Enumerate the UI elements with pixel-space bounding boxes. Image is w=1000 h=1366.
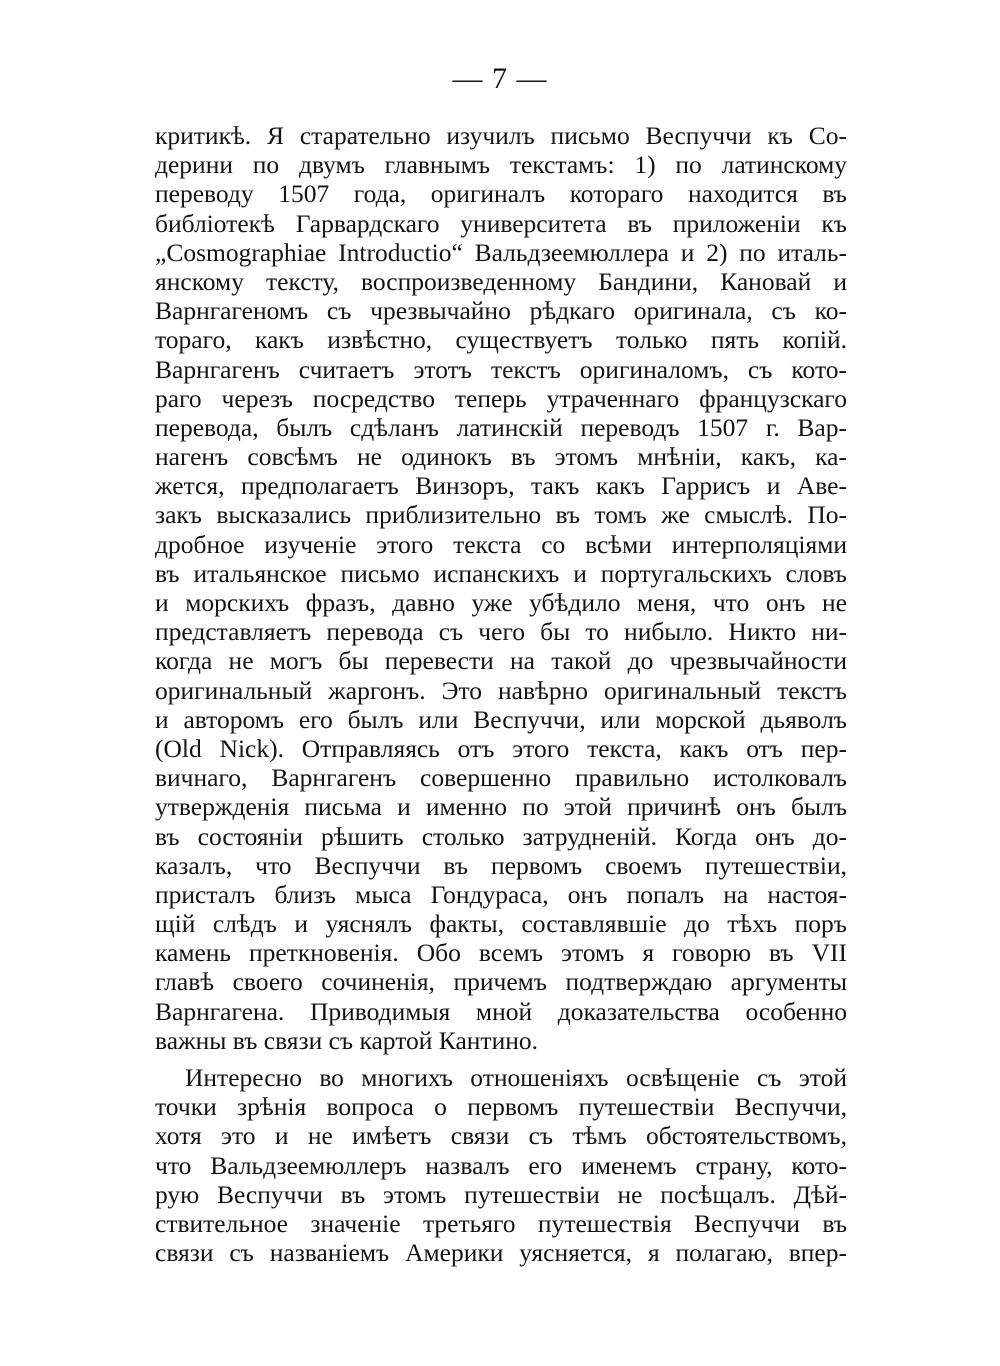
- text-line: закъ высказались приблизительно въ томъ же смыслѣ. По-: [155, 500, 847, 530]
- text-line: въ состояніи рѣшить столько затрудненій. Когда онъ до-: [155, 821, 847, 851]
- text-line: жется, предполагаетъ Винзоръ, такъ какъ Гаррисъ и Аве-: [155, 471, 847, 501]
- text-line: (Old Nick). Отправляясь отъ этого текста, какъ отъ пер-: [155, 733, 847, 763]
- text-line: точки зрѣнія вопроса о первомъ путешествіи Веспуччи,: [155, 1092, 847, 1122]
- text-line: и авторомъ его былъ или Веспуччи, или морской дьяволъ: [155, 704, 847, 734]
- text-line: и морскихъ фразъ, давно уже убѣдило меня, что онъ не: [155, 588, 847, 617]
- text-line: что Вальдзеемюллеръ назвалъ его именемъ страну, кото-: [155, 1150, 847, 1180]
- text-line: Варнгагенъ считаетъ этотъ текстъ оригиналомъ, съ кото-: [155, 354, 847, 384]
- text-line: когда не могъ бы перевести на такой до чрезвычайности: [155, 646, 847, 676]
- text-line: вичнаго, Варнгагенъ совершенно правильно истолковалъ: [155, 763, 847, 793]
- text-line: янскому тексту, воспроизведенному Бандини, Кановай и: [155, 266, 847, 296]
- text-line: рую Веспуччи въ этомъ путешествіи не посѣщалъ. Дѣй-: [155, 1179, 847, 1209]
- text-line: перевода, былъ сдѣланъ латинскій переводъ 1507 г. Вар-: [155, 412, 847, 442]
- paragraph-gap: [155, 1055, 847, 1063]
- text-line: тораго, какъ извѣстно, существуетъ только пять копій.: [155, 325, 847, 355]
- text-line: дерини по двумъ главнымъ текстамъ: 1) по латинскому: [155, 150, 847, 180]
- text-line: нагенъ совсѣмъ не одинокъ въ этомъ мнѣніи, какъ, ка-: [155, 442, 847, 472]
- page-number: — 7 —: [452, 62, 548, 95]
- text-line: Варнгагена. Приводимыя мной доказательства особенно: [155, 996, 847, 1026]
- text-line: присталъ близъ мыса Гондураса, онъ попалъ на настоя-: [155, 879, 847, 909]
- text-line: переводу 1507 года, оригиналъ котораго находится въ: [155, 179, 847, 209]
- text-line: щій слѣдъ и уяснялъ факты, составлявшіе до тѣхъ поръ: [155, 909, 847, 939]
- text-line: утвержденія письма и именно по этой причинѣ онъ былъ: [155, 792, 847, 822]
- text-line: „Cosmographiae Introductio“ Вальдзеемюллера и 2) по италь-: [155, 237, 847, 267]
- text-line: въ итальянское письмо испанскихъ и португальскихъ словъ: [155, 558, 847, 588]
- text-line: казалъ, что Веспуччи въ первомъ своемъ путешествіи,: [155, 850, 847, 880]
- text-line: Интересно во многихъ отношеніяхъ освѣщеніе съ этой: [185, 1063, 847, 1092]
- text-line: критикѣ. Я старательно изучилъ письмо Веспуччи къ Со-: [155, 121, 847, 150]
- text-line: связи съ названіемъ Америки уясняется, я полагаю, впер-: [155, 1238, 847, 1268]
- paragraph-2: [155, 1063, 847, 1267]
- text-line: ствительное значеніе третьяго путешествія Веспуччи въ: [155, 1208, 847, 1238]
- text-line: Варнгагеномъ съ чрезвычайно рѣдкаго оригинала, съ ко-: [155, 296, 847, 326]
- text-line: оригинальный жаргонъ. Это навѣрно оригинальный текстъ: [155, 675, 847, 705]
- text-line: раго черезъ посредство теперь утраченнаго французскаго: [155, 383, 847, 413]
- text-line: библіотекѣ Гарвардскаго университета въ приложеніи къ: [155, 208, 847, 238]
- text-line: дробное изученіе этого текста со всѣми интерполяціями: [155, 529, 847, 559]
- text-line: камень преткновенія. Обо всемъ этомъ я говорю въ VII: [155, 938, 847, 968]
- text-line: представляетъ перевода съ чего бы то нибыло. Никто ни-: [155, 617, 847, 647]
- body-text: [155, 121, 847, 1267]
- paragraph-1: [155, 121, 847, 1055]
- text-line: важны въ связи съ картой Кантино.: [155, 1025, 538, 1055]
- text-line: главѣ своего сочиненія, причемъ подтверждаю аргументы: [155, 967, 847, 997]
- text-line: хотя это и не имѣетъ связи съ тѣмъ обстоятельствомъ,: [155, 1121, 847, 1151]
